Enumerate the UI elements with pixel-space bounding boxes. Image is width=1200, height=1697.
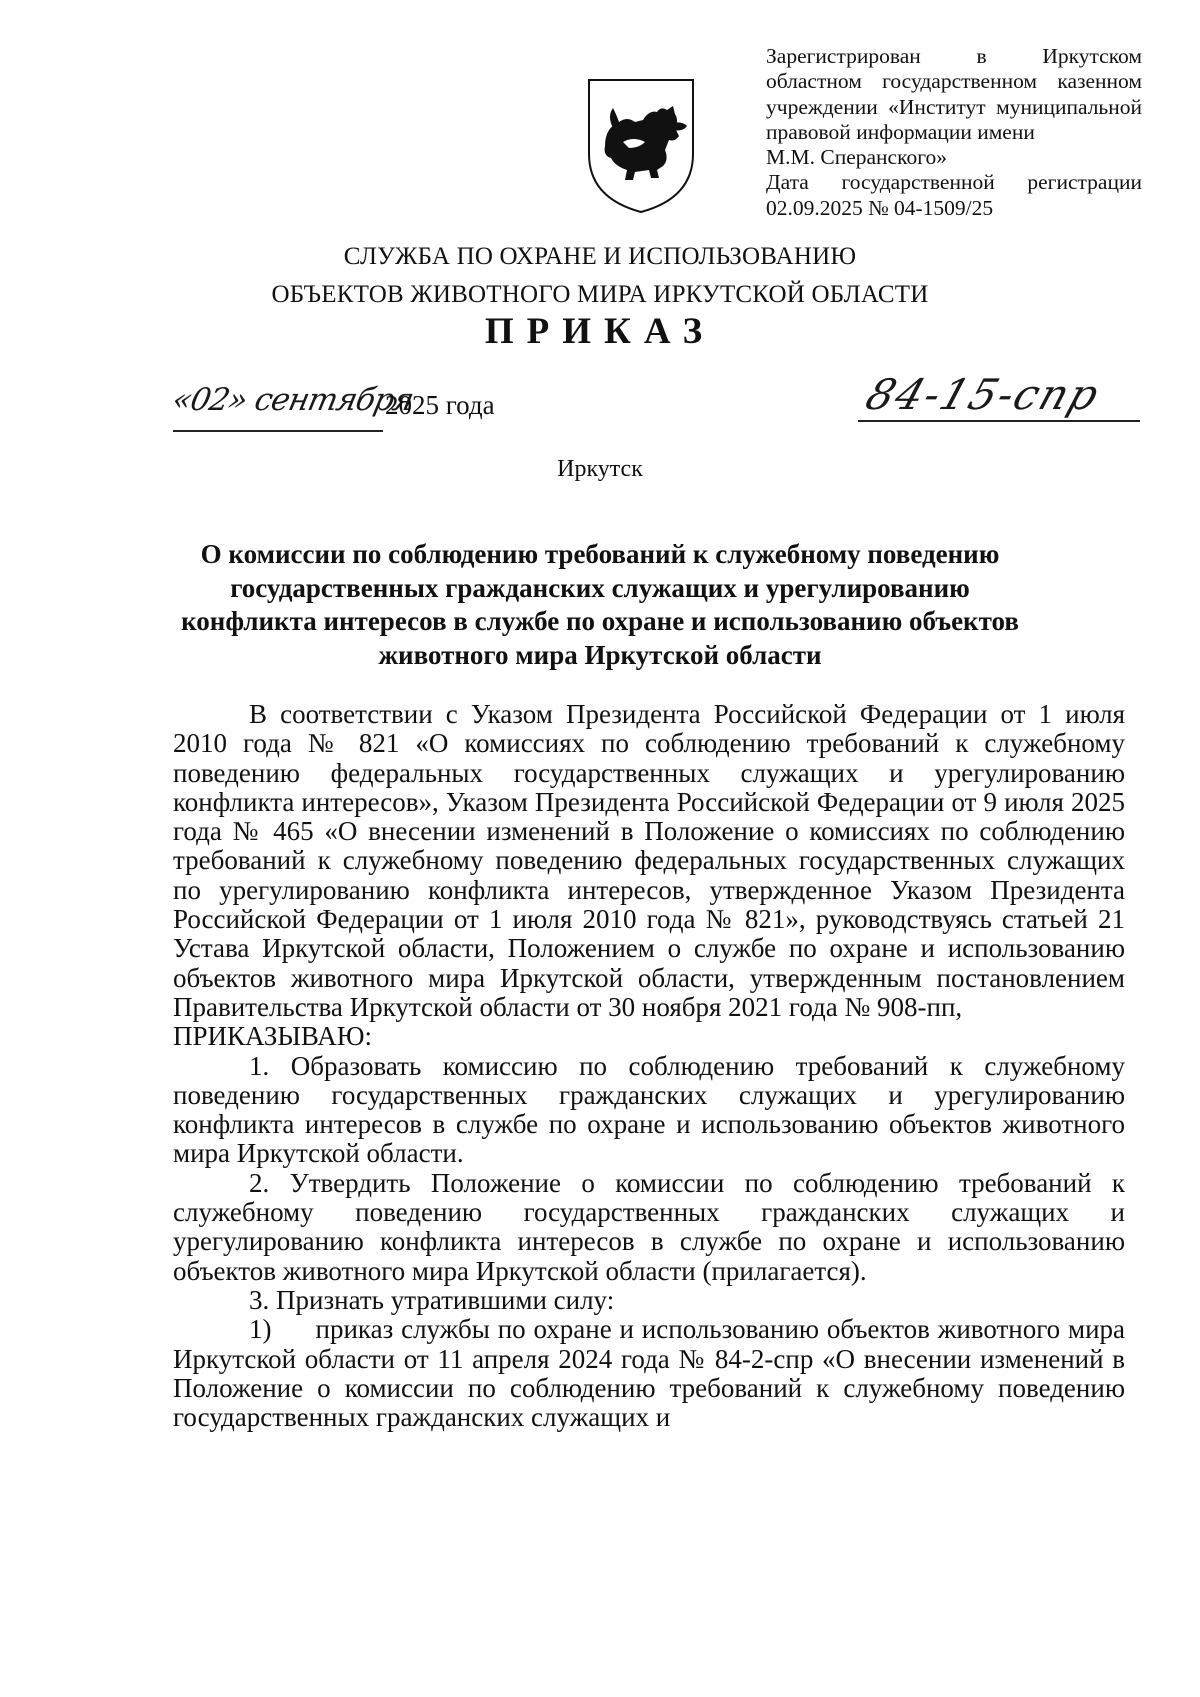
handwritten-date: «02» сентября	[169, 382, 417, 418]
registration-line: 02.09.2025 № 04-1509/25	[766, 195, 994, 220]
sub-item-number: 1)	[249, 1314, 272, 1345]
handwritten-number: 84-15-спр	[860, 370, 1107, 419]
agency-line-2: ОБЪЕКТОВ ЖИВОТНОГО МИРА ИРКУТСКОЙ ОБЛАСТИ	[271, 281, 929, 308]
coat-of-arms	[583, 76, 699, 216]
order-date	[169, 378, 533, 448]
agency-line-1: СЛУЖБА ПО ОХРАНЕ И ИСПОЛЬЗОВАНИЮ	[343, 243, 857, 270]
item-2: 2. Утвердить Положение о комиссии по соблюдению требований к служебному поведению государственных гражданских служащих и урегулированию конфликта интересов в службе по охране и использованию объектов животного мира Иркутской области (прилагается).	[173, 1167, 1125, 1286]
preamble-paragraph: В соответствии с Указом Президента Российской Федерации от 1 июля 2010 года № 821 «О комиссиях по соблюдению требований к служебному поведению федеральных государственных служащих и урегулированию конфликта интересов», Указом Президента Российской Федерации от 9 июля 2025 года № 465 «О внесении изменений в Положение о комиссиях по соблюдению требований к служебному поведению федеральных государственных служащих по урегулированию конфликта интересов, утвержденное Указом Президента Российской Федерации от 1 июля 2010 года № 821», руководствуясь статьей 21 Устава Иркутской области, Положением о службе по охране и использованию объектов животного мира Иркутской области, утвержденным постановлением Правительства Иркутской области от 30 ноября 2021 года № 908-пп,	[173, 699, 1125, 1022]
city: Иркутск	[557, 456, 643, 482]
number-underline	[858, 420, 1140, 422]
agency-name	[0, 238, 1200, 314]
irkutsk-coat-of-arms-icon	[583, 76, 699, 216]
registration-line: М.М. Сперанского»	[766, 145, 947, 170]
item-1: 1. Образовать комиссию по соблюдению требований к служебному поведению государственных гражданских служащих и урегулированию конфликта интересов в службе по охране и использованию объектов животного мира Иркутской области.	[173, 1050, 1125, 1169]
registration-line: областном государственном казенном	[766, 69, 1142, 94]
registration-line: Дата государственной регистрации	[766, 170, 1142, 195]
order-number	[858, 370, 1140, 450]
document-title: О комиссии по соблюдению требований к служебному поведению государственных гражданских служащих и урегулированию конфликта интересов в службе по охране и использованию объектов животного мира Иркутской области	[181, 539, 1019, 670]
order-word: ПРИКАЗЫВАЮ:	[173, 1021, 372, 1052]
registration-stamp	[766, 44, 1142, 221]
date-underline	[173, 430, 383, 432]
registration-line: Зарегистрирован в Иркутском	[766, 44, 1142, 68]
sub-item-text: приказ службы по охране и использованию объектов животного мира Иркутской области от 11 апреля 2024 года № 84-2-спр «О внесении изменений в Положение о комиссии по соблюдению требований к служебному поведению государственных гражданских служащих и	[173, 1314, 1125, 1433]
item-3: 3. Признать утратившими силу:	[249, 1284, 615, 1315]
document-type: ПРИКАЗ	[484, 311, 716, 352]
date-year: 2025 года	[385, 390, 495, 420]
registration-line: учреждении «Институт муниципальной	[766, 94, 1142, 119]
registration-line: правовой информации имени	[766, 119, 1035, 144]
sub-item-1	[173, 1315, 1125, 1432]
document-body	[173, 700, 1125, 1432]
